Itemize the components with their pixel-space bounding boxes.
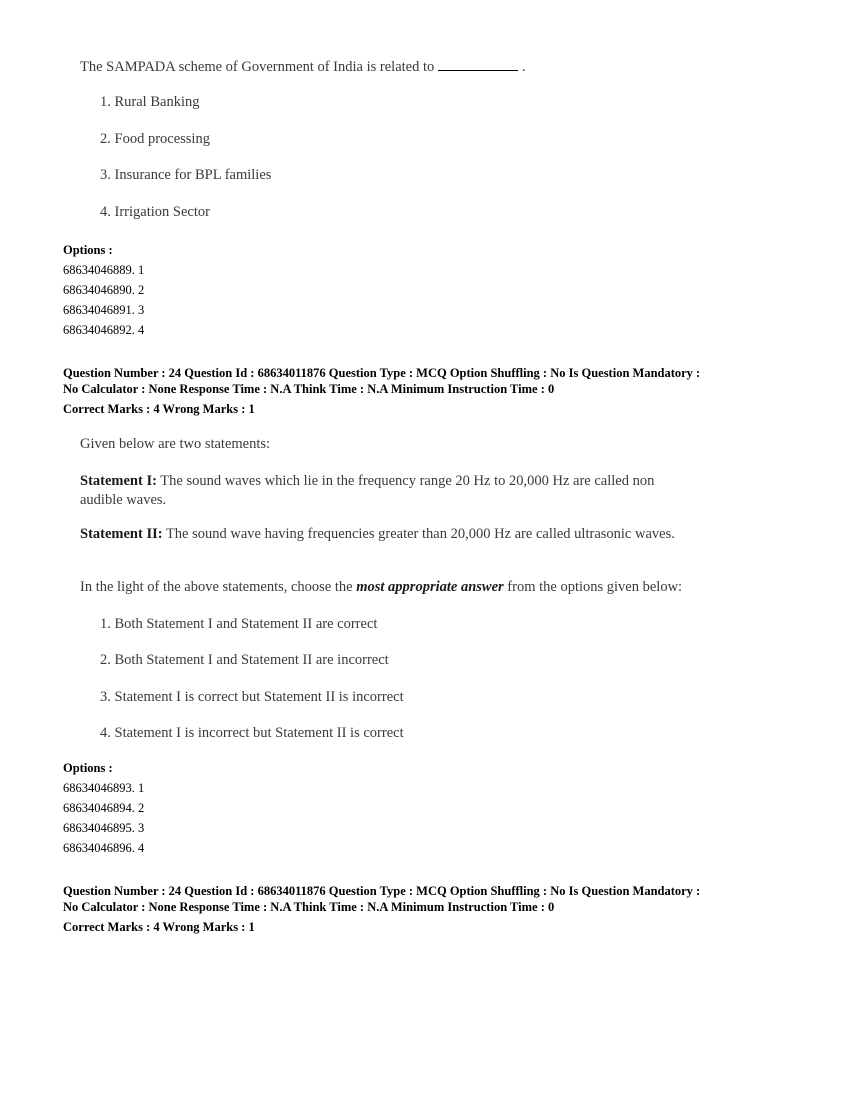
question-2-choice: 3. Statement I is correct but Statement II is incorrect — [100, 689, 404, 705]
answer-blank — [438, 58, 518, 71]
option-id: 68634046896. 4 — [63, 841, 145, 855]
option-id: 68634046893. 1 — [63, 781, 145, 795]
statement-1-text: The sound waves which lie in the frequency range 20 Hz to 20,000 Hz are called non — [160, 473, 655, 489]
meta-line: No Calculator : None Response Time : N.A Think Time : N.A Minimum Instruction Time : 0 — [63, 382, 555, 396]
option-id: 68634046892. 4 — [63, 323, 145, 337]
marks-line: Correct Marks : 4 Wrong Marks : 1 — [63, 920, 255, 934]
statement-1 — [80, 472, 740, 510]
statement-1-text-cont: audible waves. — [80, 492, 167, 508]
statement-2-text: The sound wave having frequencies greater than 20,000 Hz are called ultrasonic waves. — [165, 526, 675, 542]
option-id: 68634046895. 3 — [63, 821, 145, 835]
option-id: 68634046894. 2 — [63, 801, 145, 815]
question-2-image — [80, 436, 780, 746]
question-2-intro: Given below are two statements: — [80, 436, 271, 452]
question-metadata — [63, 883, 803, 935]
question-2-choice: 4. Statement I is incorrect but Statement II is correct — [100, 725, 404, 741]
marks-line: Correct Marks : 4 Wrong Marks : 1 — [63, 402, 255, 416]
question-1-image — [80, 58, 780, 228]
question-1-options — [63, 240, 144, 340]
question-1-stem-tail: . — [521, 59, 526, 75]
option-id: 68634046890. 2 — [63, 283, 145, 297]
statement-1-label: Statement I: — [80, 473, 157, 489]
question-2-options — [63, 758, 144, 858]
statement-2-label: Statement II: — [80, 526, 163, 542]
question-metadata — [63, 365, 803, 417]
question-1-stem — [80, 58, 526, 76]
question-1-stem-text: The SAMPADA scheme of Government of India is related to — [80, 59, 435, 75]
prompt-emphasis: most appropriate answer — [356, 579, 504, 595]
option-id: 68634046889. 1 — [63, 263, 145, 277]
statement-2 — [80, 526, 675, 543]
question-1-choice: 3. Insurance for BPL families — [100, 167, 272, 183]
question-1-choice: 1. Rural Banking — [100, 94, 200, 110]
meta-line: Question Number : 24 Question Id : 68634011876 Question Type : MCQ Option Shuffling : No Is Question Mandatory : — [63, 366, 701, 380]
question-1-choice: 2. Food processing — [100, 131, 210, 147]
question-2-prompt — [80, 579, 682, 596]
prompt-pre: In the light of the above statements, choose the — [80, 579, 353, 595]
question-2-choice: 2. Both Statement I and Statement II are incorrect — [100, 652, 389, 668]
meta-line: No Calculator : None Response Time : N.A Think Time : N.A Minimum Instruction Time : 0 — [63, 900, 555, 914]
option-id: 68634046891. 3 — [63, 303, 145, 317]
prompt-post: from the options given below: — [507, 579, 683, 595]
question-1-choice: 4. Irrigation Sector — [100, 204, 210, 220]
meta-line: Question Number : 24 Question Id : 68634011876 Question Type : MCQ Option Shuffling : No Is Question Mandatory : — [63, 884, 701, 898]
options-label: Options : — [63, 761, 113, 775]
options-label: Options : — [63, 243, 113, 257]
question-2-choice: 1. Both Statement I and Statement II are correct — [100, 616, 378, 632]
